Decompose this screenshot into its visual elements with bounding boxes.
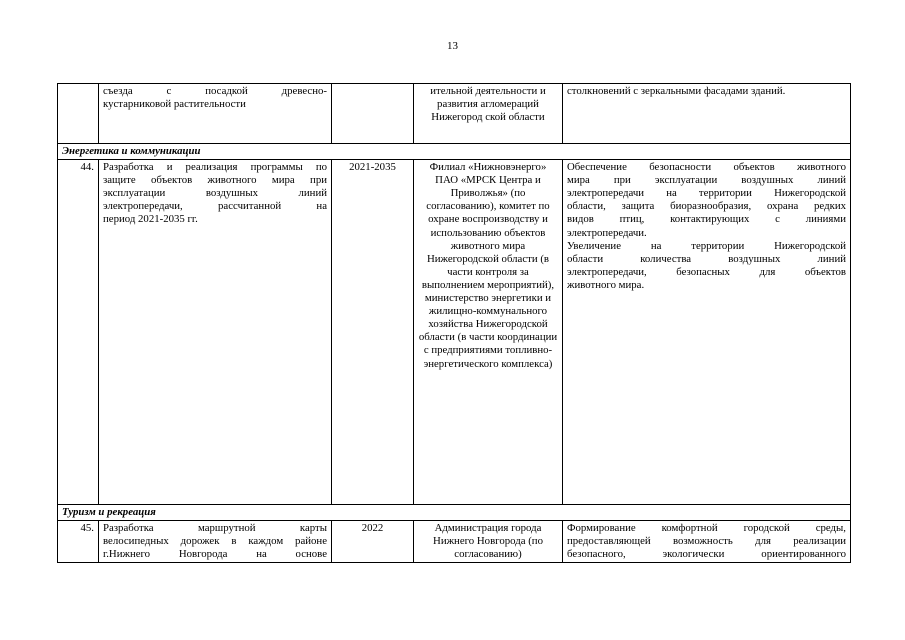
- section-row: [58, 144, 851, 160]
- result-line: области количества воздушных линий: [567, 252, 846, 265]
- result-line: животного мира.: [567, 278, 645, 291]
- executor-cell: ительной деятельности и развития агломераций Нижегород ской области: [414, 84, 563, 144]
- period-cell: [332, 84, 414, 144]
- activity-line: защите объектов животного мира при: [103, 174, 327, 187]
- result-line: видов птиц, контактирующих с линиями: [567, 213, 846, 226]
- activity-line: кустарниковой растительности: [103, 98, 246, 111]
- row-number: 44.: [58, 160, 99, 505]
- table-row: [58, 521, 851, 563]
- executor-cell: Филиал «Нижновэнерго» ПАО «МРСК Центра и Приволжья» (по согласованию), комитет по охране воспроизводству и использованию объектов животного мира Нижегородской области (в части контроля за выполнением мероприятий), министерство энергетики и жилищно-коммунального хозяйства Нижегородской области (в части координации с предприятиями топливно-энергетического комплекса): [414, 160, 563, 505]
- table-row: [58, 160, 851, 505]
- activity-cell: [99, 84, 332, 144]
- activity-cell: [99, 521, 332, 563]
- activity-line: велосипедных дорожек в каждом районе: [103, 535, 327, 548]
- activity-line: Разработка маршрутной карты: [103, 522, 327, 535]
- row-number-cell: [58, 84, 99, 144]
- section-heading-tourism: Туризм и рекреация: [58, 505, 851, 521]
- section-row: [58, 505, 851, 521]
- result-line: Обеспечение безопасности объектов животного: [567, 161, 846, 174]
- result-cell: столкновений с зеркальными фасадами зданий.: [563, 84, 851, 144]
- period-cell: 2022: [332, 521, 414, 563]
- period-cell: 2021-2035: [332, 160, 414, 505]
- activity-line: съезда с посадкой древесно-: [103, 85, 327, 97]
- result-line: мира при эксплуатации воздушных линий: [567, 174, 846, 187]
- activity-line: г.Нижнего Новгорода на основе: [103, 548, 327, 561]
- section-heading-energy: Энергетика и коммуникации: [58, 144, 851, 160]
- activity-line: период 2021-2035 гг.: [103, 213, 198, 226]
- result-cell: [563, 160, 851, 505]
- measures-table: [57, 83, 851, 563]
- executor-cell: Администрация города Нижнего Новгорода (по согласованию): [414, 521, 563, 563]
- result-line: электропередачи на территории Нижегородской: [567, 187, 846, 200]
- page-number: 13: [447, 40, 458, 52]
- result-line: области, защита биоразнообразия, охрана редких: [567, 200, 846, 213]
- result-line: электропередачи, безопасных для объектов: [567, 265, 846, 278]
- activity-line: Разработка и реализация программы по: [103, 161, 327, 174]
- result-line: предоставляющей возможность для реализации: [567, 535, 846, 548]
- row-number: 45.: [58, 521, 99, 563]
- activity-line: эксплуатации воздушных линий: [103, 187, 327, 200]
- result-cell: [563, 521, 851, 563]
- result-line: Формирование комфортной городской среды,: [567, 522, 846, 535]
- activity-cell: [99, 160, 332, 505]
- result-line: Увеличение на территории Нижегородской: [567, 239, 846, 252]
- table-row: [58, 84, 851, 144]
- result-line: электропередачи.: [567, 226, 647, 239]
- activity-line: электропередачи, рассчитанной на: [103, 200, 327, 213]
- result-line: безопасного, экологически ориентированного: [567, 548, 846, 561]
